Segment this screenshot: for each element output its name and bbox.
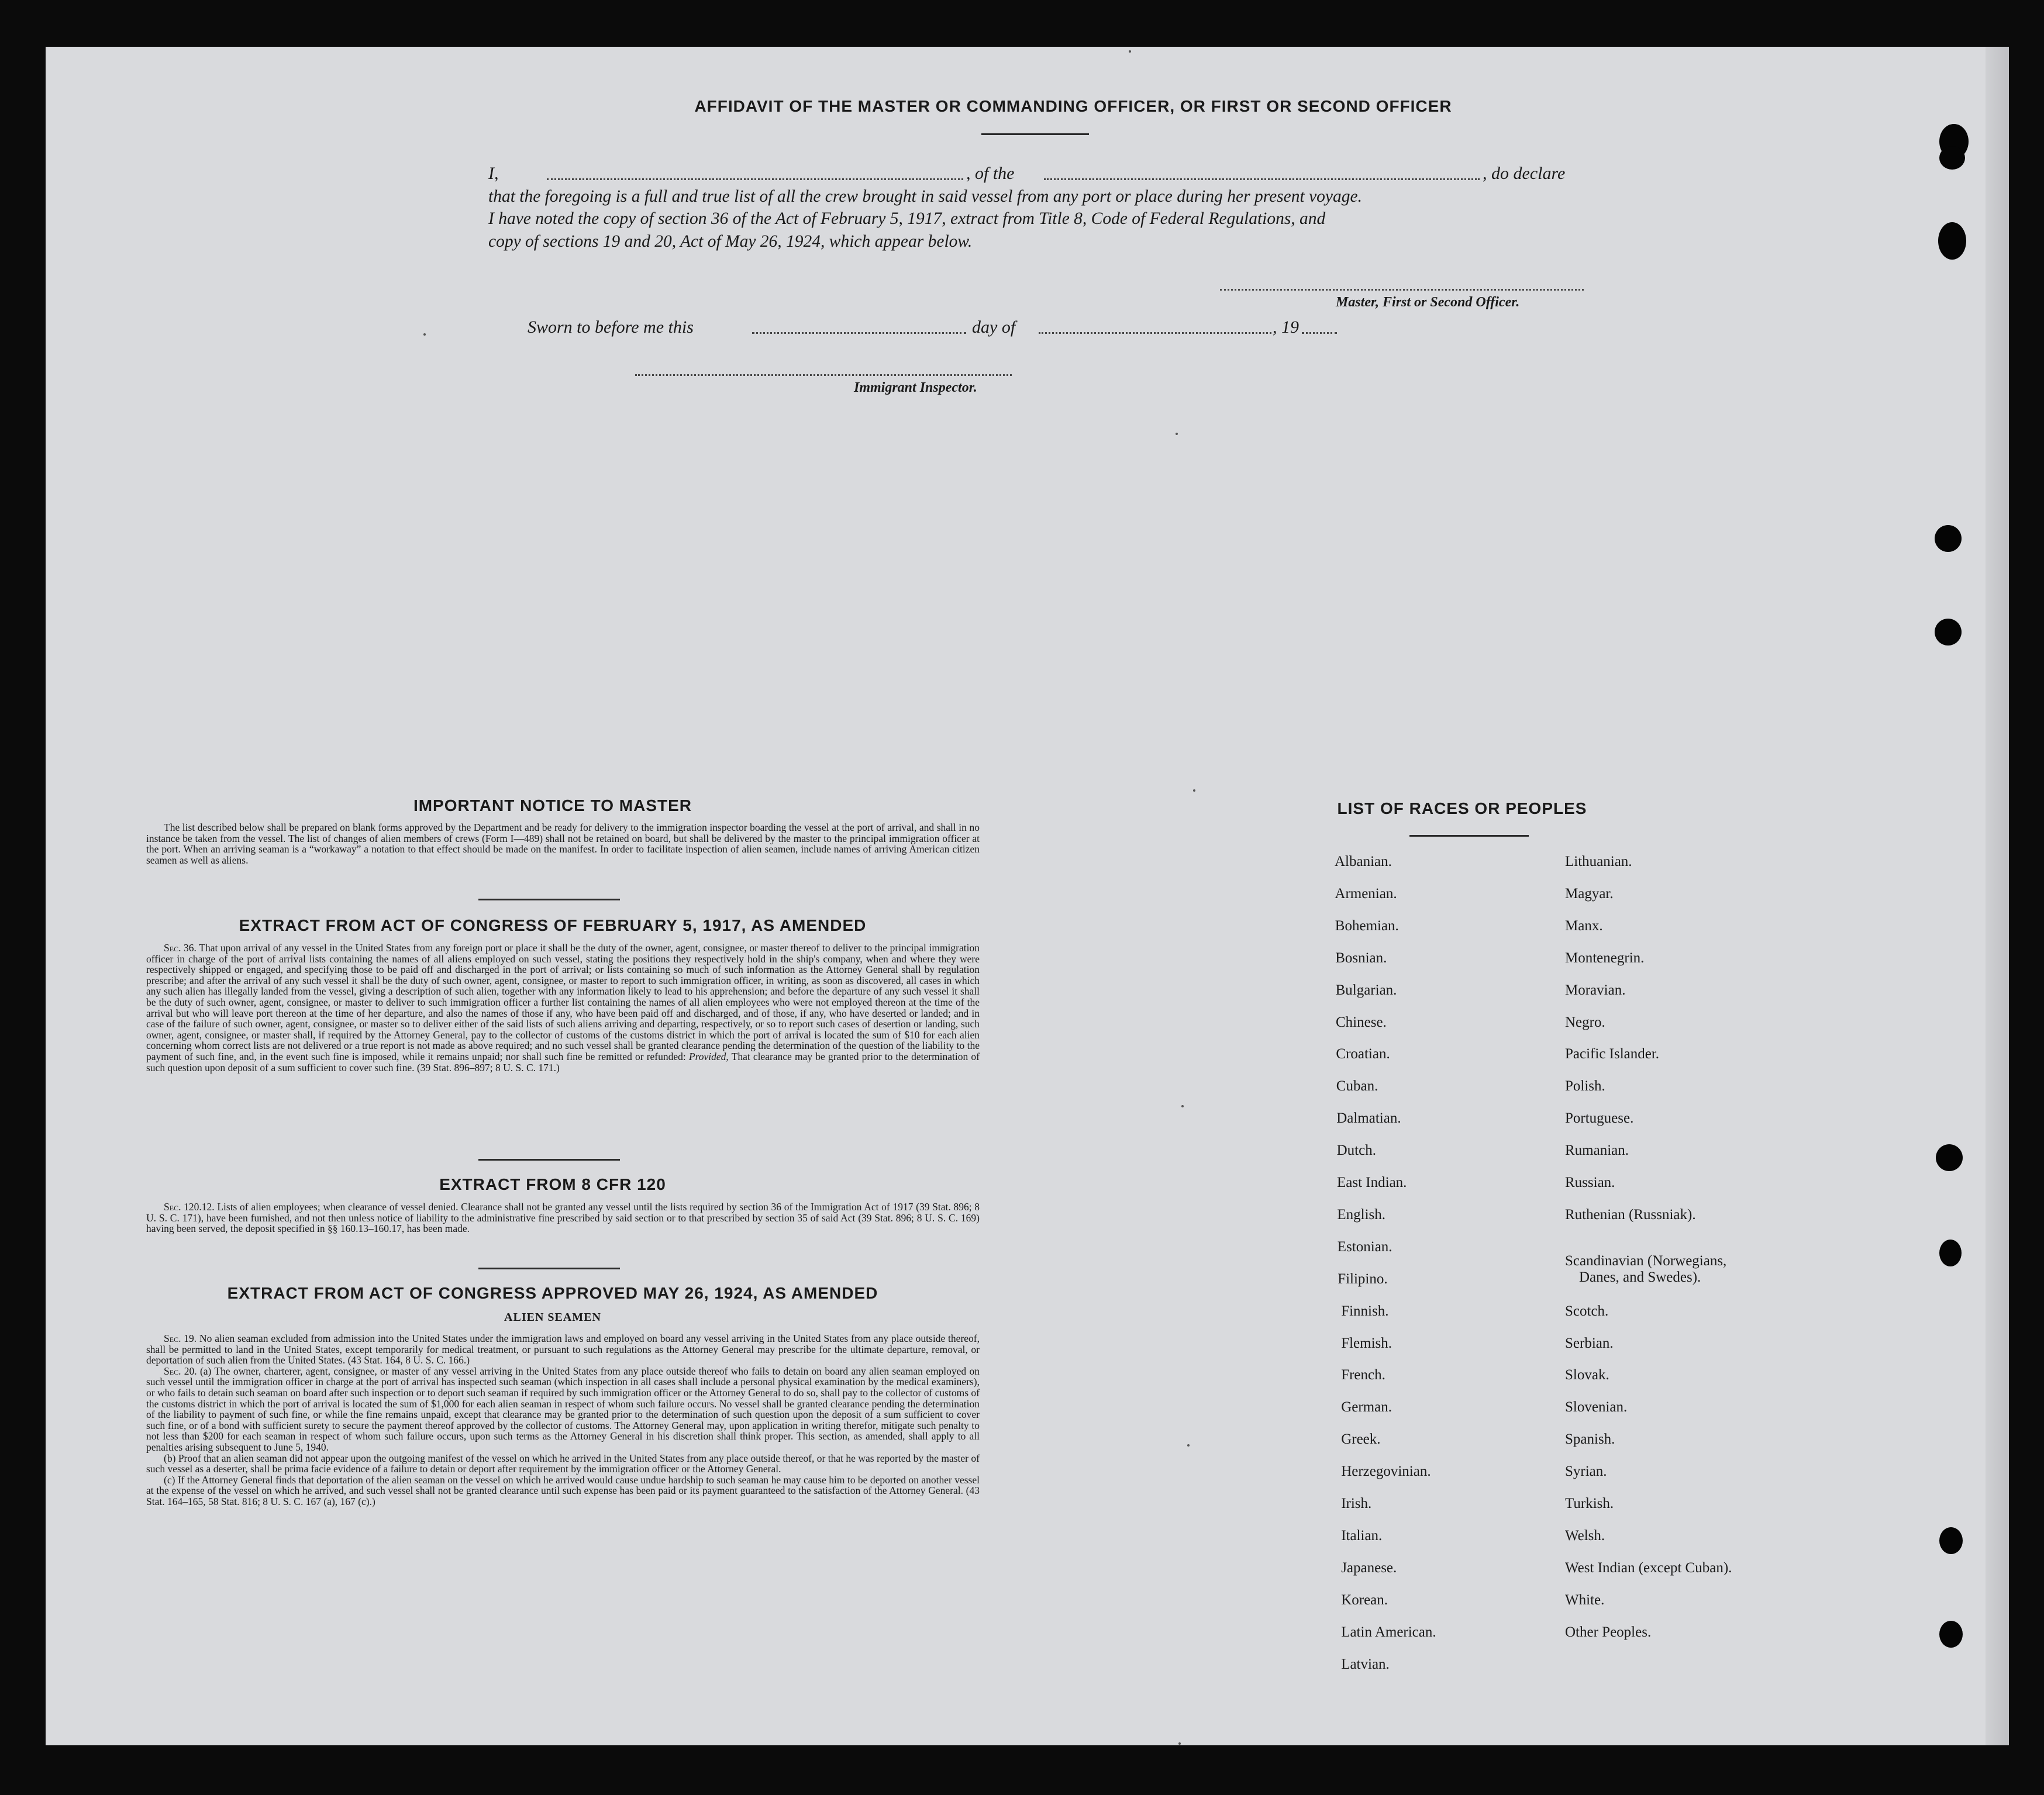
section-text: (b) Proof that an alien seaman did not appear upon the outgoing manifest of the vessel on which he arrived in the United States from any place outside thereof, or that he was reported by the master of such vessel as a deserter, shall be prima facie evidence of a failure to detain or deport after requirement by the immigration officer or the Attorney General. (146, 1452, 980, 1475)
binder-hole (1938, 222, 1966, 260)
binder-hole (1939, 1527, 1963, 1554)
do-declare-label: , do declare (1483, 164, 1566, 183)
race-item: Slovak. (1565, 1367, 1609, 1383)
race-item: White. (1565, 1592, 1605, 1608)
race-item: Albanian. (1335, 854, 1392, 869)
inspector-signature-line (635, 374, 1012, 376)
races-title: LIST OF RACES OR PEOPLES (1337, 799, 1587, 817)
race-item: Magyar. (1565, 885, 1614, 902)
race-item: Manx. (1565, 917, 1603, 934)
month-blank (1039, 332, 1271, 334)
section-text-cont: That clearance may be granted prior to the determination of such question upon deposit of a sum sufficient to cover such fine. (39 Stat. 896–897; 8 U. S. C. 171.) (146, 1050, 980, 1073)
extract-1924-text (146, 1333, 980, 1507)
race-item: Greek. (1341, 1431, 1381, 1448)
year-blank (1302, 332, 1337, 334)
master-signature-label: Master, First or Second Officer. (1336, 295, 1520, 310)
race-item: Latvian. (1341, 1656, 1390, 1672)
race-item: West Indian (except Cuban). (1565, 1559, 1732, 1576)
race-item: Dutch. (1336, 1142, 1376, 1159)
notice-paragraph: The list described below shall be prepared on blank forms approved by the Department and be ready for delivery to the immigration inspector boarding the vessel at the port of arrival, and shall in no instance be taken from the vessel. The list of changes of alien members of crews (Form I—489) shall not be retained on board, but shall be delivered by the master to the principal immigration officer at the port. When an arriving seaman is a “workaway” a notation to that effect should be made on the manifest. In order to facilitate inspection of alien seamen, include names of arriving American citizen seamen as well as aliens. (146, 821, 980, 866)
race-item: German. (1341, 1399, 1392, 1416)
race-item: Ruthenian (Russniak). (1565, 1206, 1696, 1223)
master-signature-line (1220, 289, 1584, 291)
extract-1917-title: EXTRACT FROM ACT OF CONGRESS OF FEBRUARY 5, 1917, AS AMENDED (239, 916, 867, 934)
vessel-blank (1044, 178, 1480, 180)
race-item: Slovenian. (1565, 1399, 1628, 1416)
day-of-label: day of (972, 317, 1016, 337)
divider (478, 899, 620, 900)
race-item: Russian. (1565, 1175, 1615, 1190)
extract-1917-text (146, 943, 980, 1073)
race-item: Filipino. (1338, 1271, 1388, 1287)
divider (478, 1159, 620, 1161)
race-item: Flemish. (1341, 1335, 1392, 1351)
extract-1924-subtitle: ALIEN SEAMEN (504, 1311, 601, 1324)
race-item: Negro. (1565, 1014, 1605, 1030)
section-text: (c) If the Attorney General finds that deportation of the alien seaman on the vessel on which he arrived would cause undue hardship to such seaman he may cause him to be deported on another vessel at the expense of the vessel on which he arrived, and such vessel shall not be granted clearance until such expense has been paid or its payment guaranteed to the satisfaction of the Attorney General. (43 Stat. 164–165, 58 Stat. 816; 8 U. S. C. 167 (a), 167 (c).) (146, 1473, 980, 1507)
race-item: Serbian. (1565, 1335, 1614, 1351)
dust-speck (1187, 1444, 1190, 1447)
race-item: Irish. (1341, 1496, 1372, 1511)
race-item: Rumanian. (1565, 1142, 1629, 1159)
section-label: Sec. 36. (164, 942, 197, 954)
of-the-label: , of the (966, 164, 1015, 183)
race-item: Danes, and Swedes). (1579, 1269, 1701, 1285)
race-item: Lithuanian. (1565, 854, 1632, 869)
notice-title: IMPORTANT NOTICE TO MASTER (413, 796, 692, 814)
race-item: Welsh. (1565, 1527, 1605, 1544)
binder-hole (1935, 619, 1962, 645)
race-item: Bosnian. (1335, 950, 1387, 966)
race-item: Armenian. (1335, 885, 1397, 902)
i-label: I, (488, 164, 499, 183)
race-item: Portuguese. (1565, 1110, 1634, 1127)
notice-text (146, 822, 980, 865)
affidavit-body-line-2: I have noted the copy of section 36 of the Act of February 5, 1917, extract from Title 8, Code of Federal Regulations, and (488, 209, 1326, 228)
binder-hole (1936, 1144, 1963, 1171)
extract-cfr-text (146, 1202, 980, 1234)
race-item: Other Peoples. (1565, 1624, 1652, 1640)
binder-hole (1935, 525, 1962, 552)
affidavit-body-line-1: that the foregoing is a full and true list of all the crew brought in said vessel from any port or place during her present voyage. (488, 187, 1362, 206)
section-label: Sec. 19. (164, 1333, 197, 1344)
extract-1924-title: EXTRACT FROM ACT OF CONGRESS APPROVED MAY 26, 1924, AS AMENDED (227, 1284, 878, 1302)
race-item: Pacific Islander. (1565, 1046, 1660, 1062)
race-item: Estonian. (1337, 1238, 1392, 1255)
race-item: Cuban. (1336, 1078, 1378, 1095)
race-item: Spanish. (1565, 1431, 1615, 1448)
inspector-label: Immigrant Inspector. (854, 380, 977, 395)
dust-speck (1176, 433, 1178, 435)
race-item: Herzegovinian. (1341, 1463, 1431, 1480)
affidavit-body-line-3: copy of sections 19 and 20, Act of May 26, 1924, which appear below. (488, 232, 973, 251)
dust-speck (1181, 1105, 1184, 1107)
section-label: Sec. 120.12. (164, 1201, 215, 1213)
section-text: No alien seaman excluded from admission into the United States under the immigration laws and employed on board any vessel arriving in the United States from any place outside thereof, shall be permitted to land in the United States, except temporarily for medical treatment, or pursuant to such regulations as the Attorney General may prescribe for the ultimate departure, removal, or deportation of such alien from the United States. (43 Stat. 164, 8 U. S. C. 166.) (146, 1333, 980, 1366)
section-text: (a) The owner, charterer, agent, consignee, or master of any vessel arriving in the United States from any place outside thereof who fails to detain on board any alien seaman employed on such vessel until the immigration officer in charge at the port of arrival has inspected such seaman (which inspection in all cases shall include a personal physical examination by the medical examiners), or who fails to detain such seaman on board after such inspection or to deport such seaman if required by such immigration officer or the Attorney General to do so, shall pay to the collector of customs of the customs district in which the port of arrival is located the sum of $1,000 for each alien seaman in respect of whom such failure occurs. No vessel shall be granted clearance pending the determination of the liability to payment of such fine, or while the fine remains unpaid, except that clearance may be granted prior to the determination of such question upon the deposit of a sum sufficient to cover such fine, or of a bond with sufficient surety to secure the payment thereof approved by the collector of customs. The Attorney General may, upon application in writing therefor, mitigate such penalty to not less than $200 for each seaman in respect of whom such failure occurs, upon such terms as the Attorney General in his discretion shall think proper. This section, as amended, shall apply to all penalties arising subsequent to June 5, 1940. (146, 1365, 980, 1453)
affidavit-title: AFFIDAVIT OF THE MASTER OR COMMANDING OFFICER, OR FIRST OR SECOND OFFICER (694, 97, 1452, 115)
race-item: East Indian. (1337, 1175, 1407, 1190)
dust-speck (1129, 50, 1131, 53)
race-item: Montenegrin. (1565, 950, 1645, 966)
race-item: Syrian. (1565, 1463, 1607, 1480)
race-item: Latin American. (1341, 1624, 1436, 1640)
dust-speck (423, 333, 426, 336)
sworn-label: Sworn to before me this (528, 317, 694, 337)
day-blank (752, 332, 966, 334)
races-title-underline (1409, 835, 1529, 837)
dust-speck (1193, 789, 1195, 792)
section-text: That upon arrival of any vessel in the United States from any foreign port or place it shall be the duty of the owner, agent, consignee, or master thereof to deliver to the principal immigration officer in charge of the port of arrival lists containing the names of all aliens employed on such vessel, stating the positions they respectively hold in the ship's company, when and where they were respectively shipped or engaged, and specifying those to be paid off and discharged in the port of arrival; or lists containing so much of such information as the Attorney General shall by regulation prescribe; and after the arrival of any such vessel it shall be the duty of such owner, agent, consignee, or master to report to such immigration officer, in writing, as soon as discovered, all cases in which any such alien has illegally landed from the vessel, giving a description of such alien, together with any information likely to lead to his apprehension; and before the departure of any such vessel it shall be the duty of such owner, agent, consignee, or master to deliver to such immigration officer a further list containing the names of all alien employees who were not employed thereon at the time of the arrival but who will leave port thereon at the time of her departure, and also the names of those if any, who have been paid off and discharged, and of those, if any, who have deserted or landed; and in case of the failure of such owner, agent, consignee, or master so to deliver either of the said lists of such aliens arriving and departing, respectively, or so to report such cases of desertion or landing, such owner, agent, consignee, or master shall, if required by the Attorney General, pay to the collector of customs of the customs district in which the port of arrival is located the sum of $10 for each alien concerning whom correct lists are not delivered or a true report is not made as above required; and no such vessel shall be granted clearance pending the determination of the question of the liability to the payment of such fine, and, in the event such fine is imposed, while it remains unpaid; nor shall such fine be remitted or refunded: (146, 942, 980, 1062)
race-item: Turkish. (1565, 1496, 1614, 1511)
race-item: Polish. (1565, 1078, 1605, 1095)
binder-hole (1939, 1240, 1962, 1266)
section-label: Sec. 20. (164, 1365, 197, 1377)
race-item: Italian. (1341, 1527, 1383, 1544)
race-item: Bohemian. (1335, 917, 1399, 934)
dust-speck (1178, 1742, 1181, 1745)
binder-hole (1939, 146, 1965, 170)
race-item: Scandinavian (Norwegians, (1565, 1252, 1727, 1269)
race-item: Bulgarian. (1335, 982, 1397, 998)
proviso: Provided, (688, 1050, 729, 1062)
page-edge (1986, 47, 2009, 1745)
divider (478, 1268, 620, 1269)
section-text: Lists of alien employees; when clearance of vessel denied. Clearance shall not be granted any vessel until the lists required by section 36 of the Immigration Act of 1917 (39 Stat. 896; 8 U. S. C. 171), have been furnished, and not then unless notice of liability to the administrative fine prescribed by said section or to that prescribed by section 35 of said Act (39 Stat. 896; 8 U. S. C. 169) having been served, the deposit specified in §§ 160.13–160.17, has been made. (146, 1201, 980, 1235)
year-label: , 19 (1273, 317, 1299, 337)
title-underline (981, 133, 1089, 135)
name-blank (547, 178, 963, 180)
race-item: French. (1341, 1367, 1385, 1383)
race-item: Chinese. (1336, 1014, 1387, 1030)
race-item: Dalmatian. (1336, 1110, 1401, 1127)
extract-cfr-title: EXTRACT FROM 8 CFR 120 (439, 1175, 666, 1193)
race-item: English. (1337, 1206, 1386, 1223)
binder-hole (1939, 1621, 1963, 1648)
race-item: Japanese. (1341, 1559, 1397, 1576)
race-item: Finnish. (1341, 1303, 1389, 1319)
race-item: Korean. (1341, 1592, 1388, 1608)
race-item: Croatian. (1336, 1046, 1390, 1062)
race-item: Moravian. (1565, 982, 1626, 998)
race-item: Scotch. (1565, 1303, 1609, 1319)
